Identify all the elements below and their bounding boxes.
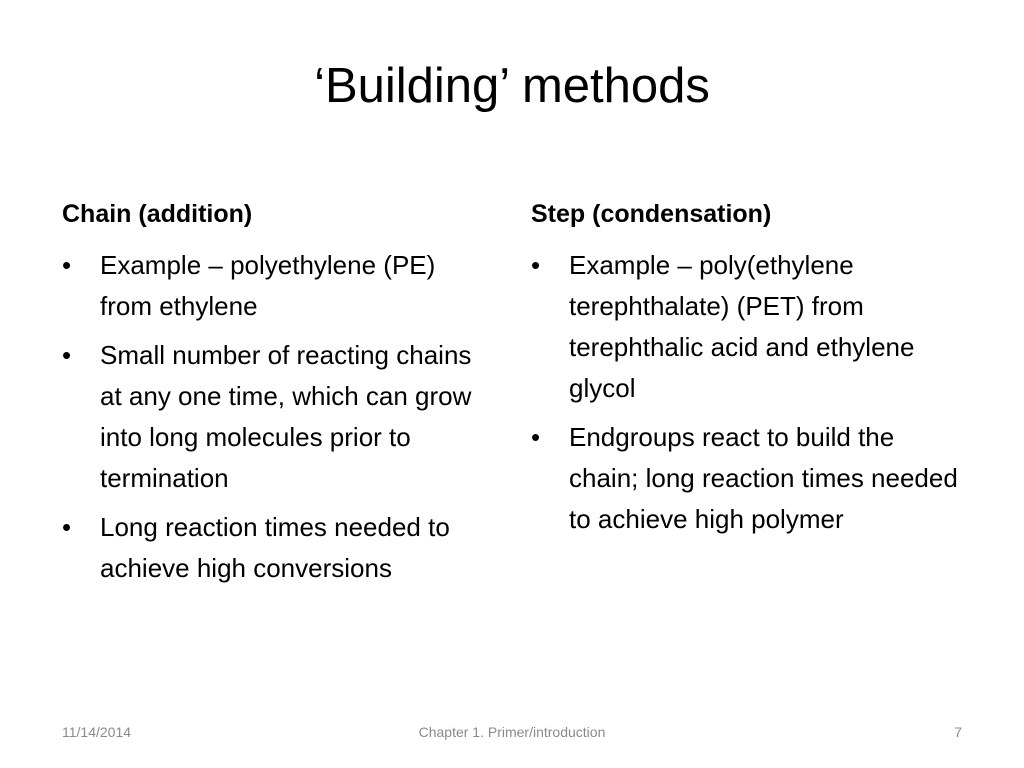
bullet-item (62, 335, 492, 499)
column-chain-addition (62, 198, 492, 597)
bullet-text: Example – poly(ethylene terephthalate) (PET) from terephthalic acid and ethylene glycol (569, 249, 915, 403)
bullet-icon: • (62, 339, 72, 370)
column-step-condensation (531, 198, 961, 548)
bullet-icon: • (62, 249, 72, 280)
bullet-item (531, 417, 961, 540)
footer-chapter: Chapter 1. Primer/introduction (418, 724, 606, 740)
bullet-item (62, 245, 492, 327)
footer-page-number: 7 (954, 724, 962, 740)
bullet-list (62, 245, 492, 589)
bullet-text: Small number of reacting chains at any one time, which can grow into long molecules prior to termination (100, 339, 472, 493)
bullet-icon: • (62, 511, 72, 542)
bullet-icon: • (531, 249, 541, 280)
bullet-item (531, 245, 961, 409)
bullet-text: Example – polyethylene (PE) from ethylene (100, 249, 436, 321)
bullet-text: Long reaction times needed to achieve high conversions (100, 511, 450, 583)
column-heading: Step (condensation) (531, 200, 772, 228)
bullet-list (531, 245, 961, 540)
column-heading: Chain (addition) (62, 200, 253, 228)
bullet-icon: • (531, 421, 541, 452)
slide-title: ‘Building’ methods (314, 59, 710, 113)
bullet-text: Endgroups react to build the chain; long reaction times needed to achieve high polymer (569, 421, 958, 534)
bullet-item (62, 507, 492, 589)
footer-date: 11/14/2014 (62, 724, 132, 740)
